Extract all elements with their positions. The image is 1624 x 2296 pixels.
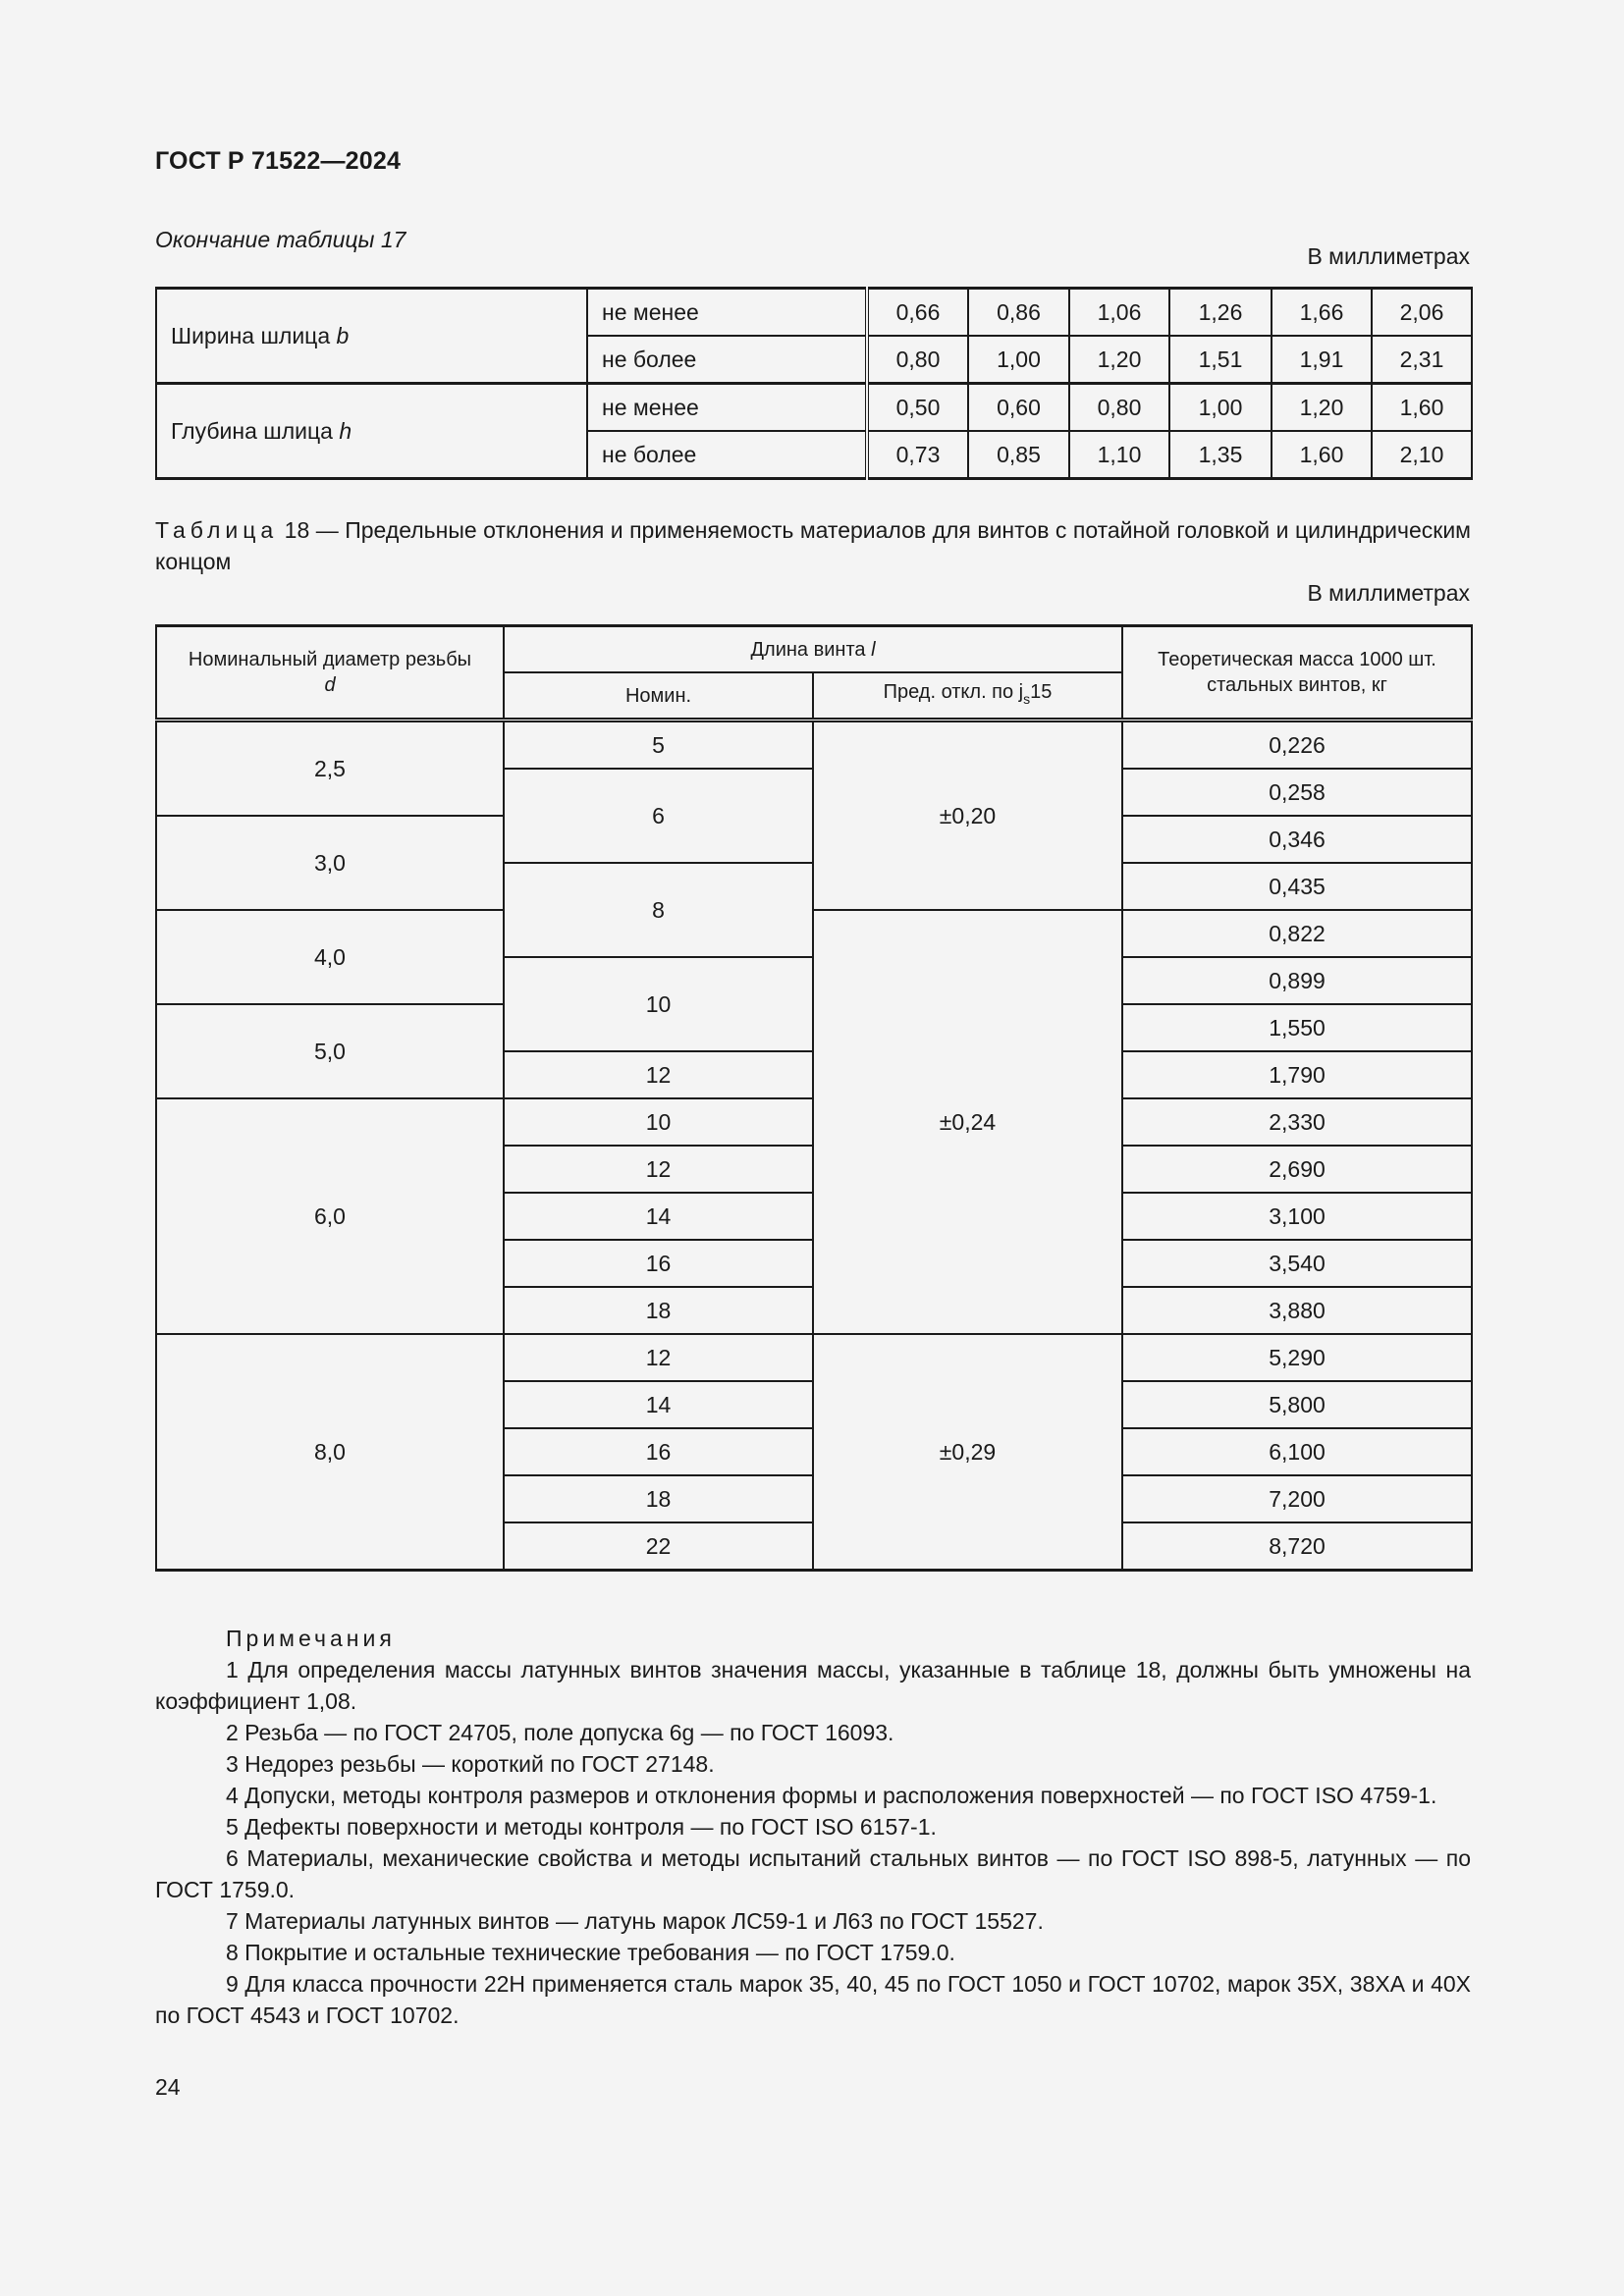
value-cell: 1,20 — [1069, 336, 1169, 384]
value-cell: 0,66 — [867, 289, 968, 337]
mass-cell: 0,435 — [1122, 863, 1472, 910]
table18-caption: Таблица 18 — Предельные отклонения и применяемость материалов для винтов с потайной головкой и цилиндрическим концом — [155, 517, 1471, 574]
diameter-cell: 3,0 — [156, 816, 504, 910]
note-item: 1 Для определения массы латунных винтов значения массы, указанные в таблице 18, должны быть умножены на коэффициент 1,08. — [155, 1657, 1471, 1714]
table18-body — [156, 721, 1472, 1571]
diameter-cell: 6,0 — [156, 1098, 504, 1334]
note-item: 4 Допуски, методы контроля размеров и отклонения формы и расположения поверхностей — по ГОСТ ISO 4759-1. — [226, 1783, 1437, 1808]
length-cell: 12 — [504, 1051, 813, 1098]
note-item: 5 Дефекты поверхности и методы контроля — по ГОСТ ISO 6157-1. — [226, 1814, 937, 1840]
value-cell: 0,85 — [968, 431, 1069, 479]
length-cell: 14 — [504, 1193, 813, 1240]
table17 — [155, 287, 1473, 480]
value-cell: 0,80 — [1069, 384, 1169, 432]
value-cell: 0,73 — [867, 431, 968, 479]
mass-cell: 0,226 — [1122, 721, 1472, 770]
tolerance-cell: ±0,20 — [813, 721, 1122, 911]
length-cell: 8 — [504, 863, 813, 957]
mass-cell: 0,822 — [1122, 910, 1472, 957]
value-cell: 0,80 — [867, 336, 968, 384]
table-row — [156, 910, 1472, 957]
mass-cell: 1,790 — [1122, 1051, 1472, 1098]
value-cell: 1,66 — [1272, 289, 1372, 337]
bound-label: не более — [587, 431, 867, 479]
value-cell: 1,10 — [1069, 431, 1169, 479]
header-diameter: Номинальный диаметр резьбы d — [156, 626, 504, 721]
length-cell: 10 — [504, 1098, 813, 1146]
table-row — [156, 721, 1472, 770]
length-cell: 18 — [504, 1475, 813, 1522]
value-cell: 1,51 — [1169, 336, 1272, 384]
value-cell: 1,60 — [1272, 431, 1372, 479]
value-cell: 1,35 — [1169, 431, 1272, 479]
value-cell: 0,50 — [867, 384, 968, 432]
mass-cell: 5,290 — [1122, 1334, 1472, 1381]
table17-row — [156, 384, 1472, 432]
value-cell: 0,60 — [968, 384, 1069, 432]
diameter-cell: 4,0 — [156, 910, 504, 1004]
mass-cell: 0,258 — [1122, 769, 1472, 816]
note-item: 7 Материалы латунных винтов — латунь марок ЛС59-1 и Л63 по ГОСТ 15527. — [226, 1908, 1044, 1934]
length-cell: 12 — [504, 1146, 813, 1193]
note-item: 2 Резьба — по ГОСТ 24705, поле допуска 6g — по ГОСТ 16093. — [226, 1720, 894, 1745]
mass-cell: 3,880 — [1122, 1287, 1472, 1334]
length-cell: 22 — [504, 1522, 813, 1571]
bound-label: не менее — [587, 384, 867, 432]
length-cell: 16 — [504, 1428, 813, 1475]
value-cell: 2,06 — [1372, 289, 1472, 337]
value-cell: 2,31 — [1372, 336, 1472, 384]
document-header: ГОСТ Р 71522—2024 — [155, 147, 402, 175]
value-cell: 1,00 — [968, 336, 1069, 384]
table17-row — [156, 289, 1472, 337]
length-cell: 5 — [504, 721, 813, 770]
header-length: Длина винта l — [504, 626, 1122, 673]
value-cell: 1,91 — [1272, 336, 1372, 384]
table17-caption: Окончание таблицы 17 — [155, 227, 406, 252]
mass-cell: 6,100 — [1122, 1428, 1472, 1475]
value-cell: 1,06 — [1069, 289, 1169, 337]
bound-label: не менее — [587, 289, 867, 337]
value-cell: 0,86 — [968, 289, 1069, 337]
note-item: 8 Покрытие и остальные технические требования — по ГОСТ 1759.0. — [226, 1940, 955, 1965]
table-row — [156, 1334, 1472, 1381]
note-item: 3 Недорез резьбы — короткий по ГОСТ 27148. — [226, 1751, 715, 1777]
value-cell: 2,10 — [1372, 431, 1472, 479]
mass-cell: 2,330 — [1122, 1098, 1472, 1146]
mass-cell: 7,200 — [1122, 1475, 1472, 1522]
length-cell: 6 — [504, 769, 813, 863]
length-cell: 14 — [504, 1381, 813, 1428]
mass-cell: 3,100 — [1122, 1193, 1472, 1240]
length-cell: 18 — [504, 1287, 813, 1334]
header-tolerance: Пред. откл. по $j_s15$ — [813, 672, 1122, 721]
page-number: 24 — [155, 2074, 181, 2100]
length-cell: 16 — [504, 1240, 813, 1287]
mass-cell: 8,720 — [1122, 1522, 1472, 1571]
diameter-cell: 2,5 — [156, 721, 504, 817]
value-cell: 1,00 — [1169, 384, 1272, 432]
value-cell: 1,20 — [1272, 384, 1372, 432]
mass-cell: 0,899 — [1122, 957, 1472, 1004]
diameter-cell: 8,0 — [156, 1334, 504, 1571]
diameter-cell: 5,0 — [156, 1004, 504, 1098]
notes-section — [155, 1623, 1471, 2031]
length-cell: 10 — [504, 957, 813, 1051]
tolerance-cell: ±0,24 — [813, 910, 1122, 1334]
row-label-slot-width: Ширина шлица b — [156, 289, 587, 384]
mass-cell: 3,540 — [1122, 1240, 1472, 1287]
table17-units: В миллиметрах — [1307, 243, 1470, 269]
mass-cell: 5,800 — [1122, 1381, 1472, 1428]
mass-cell: 0,346 — [1122, 816, 1472, 863]
table18-units: В миллиметрах — [1307, 580, 1470, 606]
tolerance-cell: ±0,29 — [813, 1334, 1122, 1571]
bound-label: не более — [587, 336, 867, 384]
header-mass: Теоретическая масса 1000 шт. стальных винтов, кг — [1122, 626, 1472, 721]
value-cell: 1,26 — [1169, 289, 1272, 337]
table18-header-row — [156, 626, 1472, 673]
notes-title: Примечания — [226, 1626, 396, 1651]
mass-cell: 1,550 — [1122, 1004, 1472, 1051]
header-nominal: Номин. — [504, 672, 813, 721]
note-item: 9 Для класса прочности 22H применяется сталь марок 35, 40, 45 по ГОСТ 1050 и ГОСТ 10702, марок 35Х, 38ХА и 40Х по ГОСТ 4543 и ГОСТ 10702. — [155, 1971, 1471, 2028]
row-label-slot-depth: Глубина шлица h — [156, 384, 587, 479]
mass-cell: 2,690 — [1122, 1146, 1472, 1193]
note-item: 6 Материалы, механические свойства и методы испытаний стальных винтов — по ГОСТ ISO 898-5, латунных — по ГОСТ 1759.0. — [155, 1845, 1471, 1902]
table18 — [155, 624, 1473, 1572]
value-cell: 1,60 — [1372, 384, 1472, 432]
length-cell: 12 — [504, 1334, 813, 1381]
